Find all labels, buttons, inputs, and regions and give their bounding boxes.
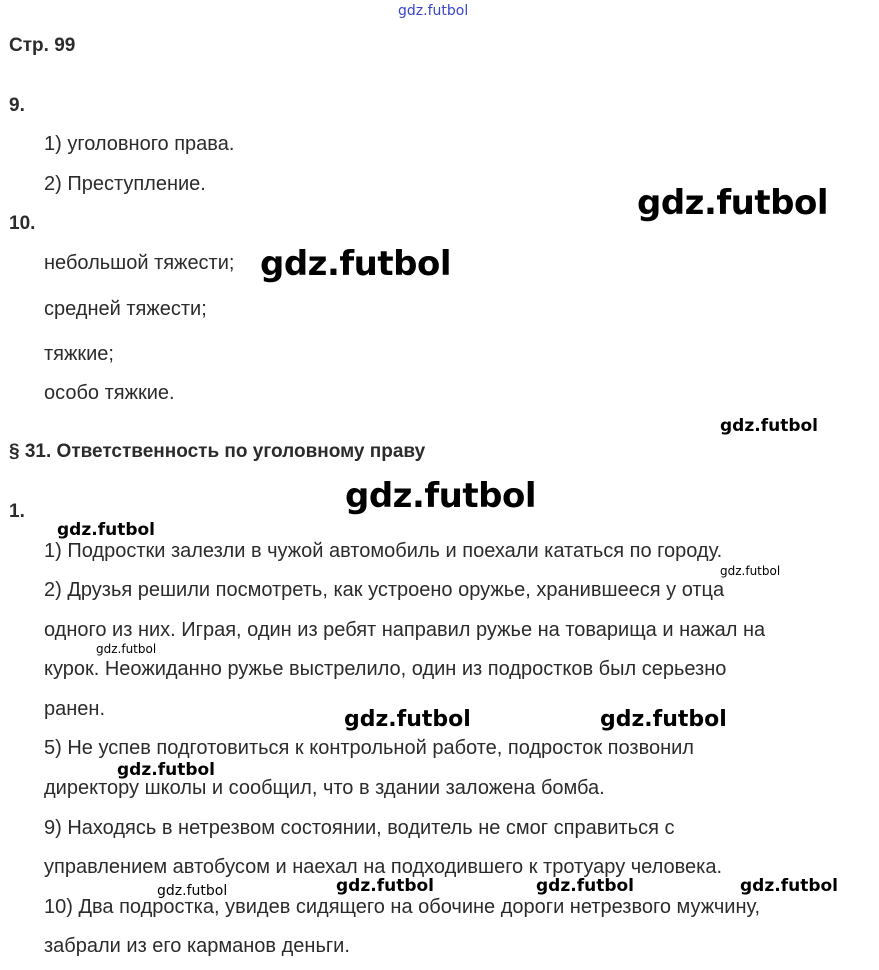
watermark-9: gdz.futbol	[600, 707, 727, 732]
watermark-14: gdz.futbol	[157, 883, 228, 899]
paragraph-heading: § 31. Ответственность по уголовному праву	[9, 441, 426, 462]
question-1-line-10: 10) Два подростка, увидев сидящего на обочине дороги нетрезвого мужчину,	[44, 896, 761, 918]
watermark-top: gdz.futbol	[398, 3, 469, 19]
watermark-1: gdz.futbol	[637, 183, 828, 223]
watermark-12: gdz.futbol	[536, 876, 634, 896]
question-1-line-5: ранен.	[44, 698, 106, 720]
watermark-6: gdz.futbol	[720, 564, 781, 578]
watermark-4: gdz.futbol	[345, 476, 536, 516]
watermark-5: gdz.futbol	[57, 520, 155, 540]
question-1-line-6: 5) Не успев подготовиться к контрольной работе, подросток позвонил	[44, 737, 694, 759]
question-1-line-2: 2) Друзья решили посмотреть, как устроено оружье, хранившееся у отца	[44, 579, 725, 601]
watermark-7: gdz.futbol	[96, 642, 157, 656]
question-1-line-8: 9) Находясь в нетрезвом состоянии, водитель не смог справиться с	[44, 817, 675, 839]
watermark-11: gdz.futbol	[336, 876, 434, 896]
question-1-line-11: забрали из его карманов деньги.	[44, 935, 350, 957]
question-9-answer-2: 2) Преступление.	[44, 173, 206, 195]
question-1-line-4: курок. Неожиданно ружье выстрелило, один из подростков был серьезно	[44, 658, 727, 680]
question-1-line-1: 1) Подростки залезли в чужой автомобиль и поехали кататься по городу.	[44, 540, 723, 562]
question-10-answer-3: тяжкие;	[44, 343, 114, 365]
question-1-line-3: одного из них. Играя, один из ребят направил ружье на товарища и нажал на	[44, 619, 766, 641]
question-9-number: 9.	[9, 95, 25, 116]
question-10-number: 10.	[9, 213, 36, 234]
watermark-10: gdz.futbol	[117, 760, 215, 780]
question-9-answer-1: 1) уголовного права.	[44, 133, 235, 155]
question-1-line-9: управлением автобусом и наехал на подходившего к тротуару человека.	[44, 856, 723, 878]
question-10-answer-2: средней тяжести;	[44, 298, 207, 320]
watermark-13: gdz.futbol	[740, 876, 838, 896]
question-1-line-7: директору школы и сообщил, что в здании заложена бомба.	[44, 777, 605, 799]
question-10-answer-4: особо тяжкие.	[44, 382, 175, 404]
question-1-number: 1.	[9, 501, 25, 522]
question-10-answer-1: небольшой тяжести;	[44, 252, 235, 274]
watermark-8: gdz.futbol	[344, 707, 471, 732]
watermark-3: gdz.futbol	[720, 416, 818, 436]
watermark-2: gdz.futbol	[260, 244, 451, 284]
page-number: Стр. 99	[9, 35, 76, 56]
